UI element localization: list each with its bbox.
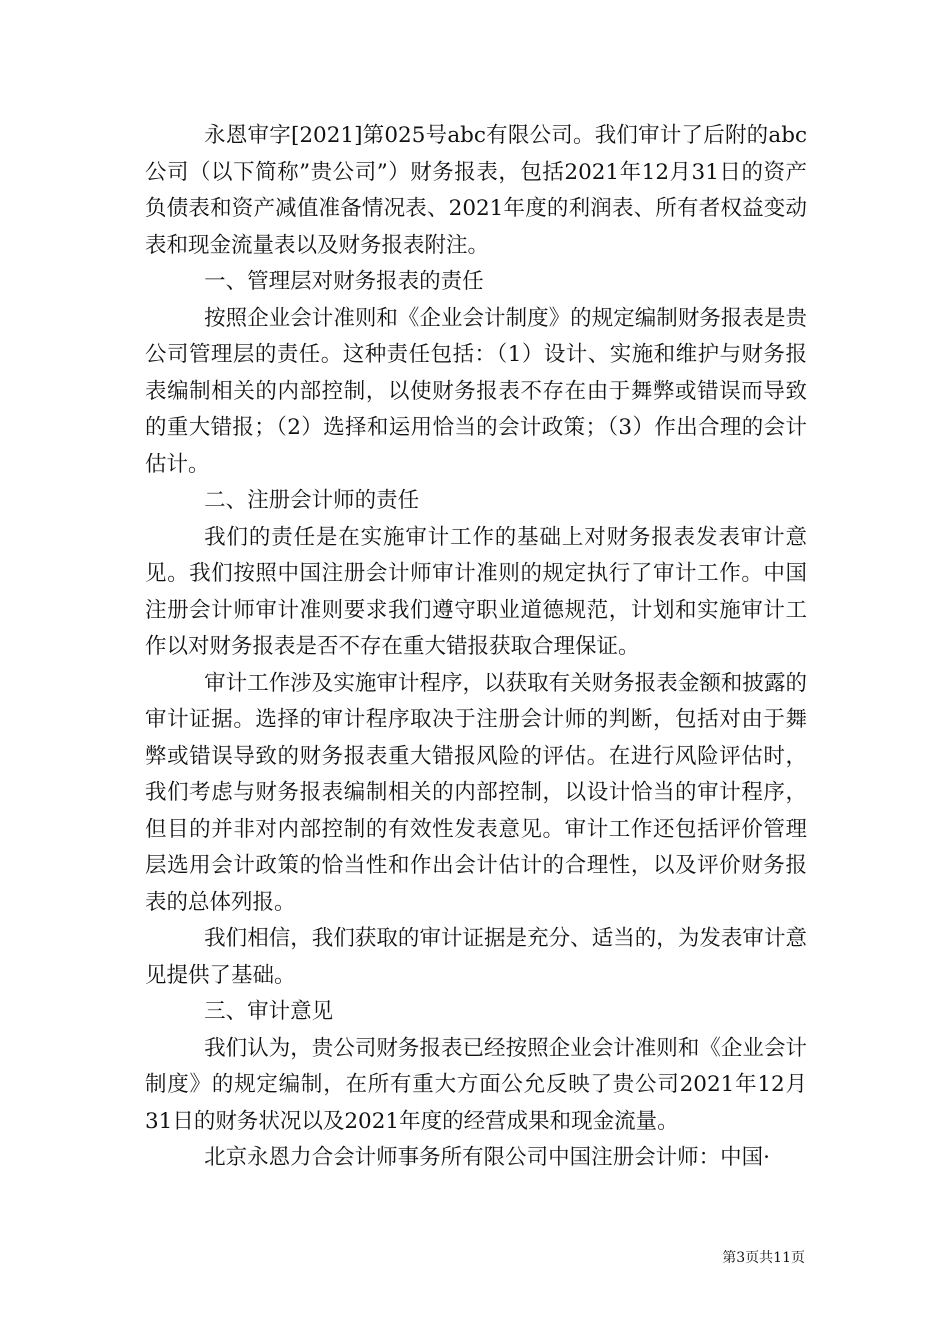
paragraph-management-responsibility: 按照企业会计准则和《企业会计制度》的规定编制财务报表是贵公司管理层的责任。这种责任包括：（1）设计、实施和维护与财务报表编制相关的内部控制，以使财务报表不存在由于舞弊或错误而导致的重大错报；（2）选择和运用恰当的会计政策；（3）作出合理的会计估计。	[145, 305, 807, 477]
paragraph-audit-opinion: 我们认为，贵公司财务报表已经按照企业会计准则和《企业会计制度》的规定编制，在所有重大方面公允反映了贵公司2021年12月31日的财务状况以及2021年度的经营成果和现金流量。	[145, 1035, 807, 1134]
heading-auditor-responsibility: 二、注册会计师的责任	[204, 488, 420, 513]
document-body	[145, 118, 807, 1177]
page-number: 第3页共11页	[722, 1250, 805, 1266]
paragraph-audit-procedures: 审计工作涉及实施审计程序，以获取有关财务报表金额和披露的审计证据。选择的审计程序取决于注册会计师的判断，包括对由于舞弊或错误导致的财务报表重大错报风险的评估。在进行风险评估时，我们考虑与财务报表编制相关的内部控制，以设计恰当的审计程序，但目的并非对内部控制的有效性发表意见。审计工作还包括评价管理层选用会计政策的恰当性和作出会计估计的合理性，以及评价财务报表的总体列报。	[145, 670, 807, 915]
heading-management-responsibility: 一、管理层对财务报表的责任	[204, 269, 484, 294]
heading-audit-opinion: 三、审计意见	[204, 999, 334, 1024]
paragraph-firm-signature: 北京永恩力合会计师事务所有限公司中国注册会计师：中国·	[204, 1145, 770, 1170]
paragraph-auditor-responsibility: 我们的责任是在实施审计工作的基础上对财务报表发表审计意见。我们按照中国注册会计师审计准则的规定执行了审计工作。中国注册会计师审计准则要求我们遵守职业道德规范，计划和实施审计工作以对财务报表是否不存在重大错报获取合理保证。	[145, 524, 807, 659]
paragraph-intro: 永恩审字[2021]第025号abc有限公司。我们审计了后附的abc公司（以下简称”贵公司”）财务报表，包括2021年12月31日的资产负债表和资产减值准备情况表、2021年度的利润表、所有者权益变动表和现金流量表以及财务报表附注。	[145, 123, 807, 258]
paragraph-audit-evidence: 我们相信，我们获取的审计证据是充分、适当的，为发表审计意见提供了基础。	[145, 926, 807, 988]
